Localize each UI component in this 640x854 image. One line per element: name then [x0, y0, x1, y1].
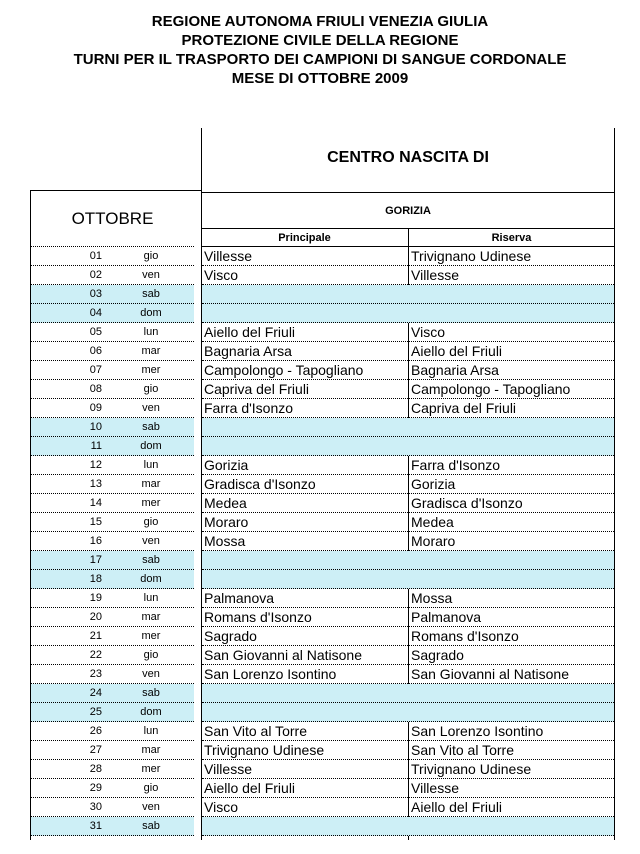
riserva-cell: Visco	[411, 324, 445, 340]
shift-row	[202, 475, 614, 494]
weekday: lun	[143, 459, 159, 471]
day-number: 29	[89, 782, 102, 794]
weekday: mar	[141, 345, 161, 357]
day-number: 19	[89, 592, 102, 604]
riserva-cell	[411, 570, 611, 588]
shift-row	[202, 779, 614, 798]
riserva-cell	[411, 304, 611, 322]
riserva-cell	[411, 418, 611, 436]
principale-cell	[204, 684, 406, 702]
day-row	[31, 266, 194, 285]
weekday: ven	[142, 269, 160, 281]
riserva-cell: Gradisca d'Isonzo	[411, 495, 523, 511]
day-row	[31, 589, 194, 608]
shift-row	[202, 437, 614, 456]
header-line-turni: TURNI PER IL TRASPORTO DEI CAMPIONI DI SANGUE CORDONALE	[73, 51, 567, 68]
column-header-principale: Principale	[278, 232, 331, 244]
day-number: 30	[89, 801, 102, 813]
shift-row	[202, 380, 614, 399]
riserva-cell: Romans d'Isonzo	[411, 628, 519, 644]
day-number: 09	[89, 402, 102, 414]
weekday: dom	[140, 307, 162, 319]
riserva-cell: Villesse	[411, 267, 459, 283]
day-row	[31, 361, 194, 380]
principale-cell: Palmanova	[204, 590, 275, 606]
day-number: 31	[89, 820, 102, 832]
day-number: 21	[89, 630, 102, 642]
shift-row	[202, 817, 614, 836]
principale-cell	[204, 703, 406, 721]
day-number: 05	[89, 326, 102, 338]
day-row	[31, 627, 194, 646]
riserva-cell	[411, 703, 611, 721]
weekday: gio	[143, 649, 159, 661]
shift-row	[202, 418, 614, 437]
shift-row	[202, 456, 614, 475]
day-number: 18	[89, 573, 102, 585]
principale-cell: Capriva del Friuli	[204, 381, 310, 397]
weekday: lun	[143, 725, 159, 737]
weekday: dom	[140, 706, 162, 718]
principale-cell: Villesse	[204, 761, 252, 777]
principale-cell	[204, 570, 406, 588]
day-row	[31, 323, 194, 342]
day-row	[31, 418, 194, 437]
weekday: gio	[143, 250, 159, 262]
shift-row	[202, 285, 614, 304]
day-row	[31, 684, 194, 703]
riserva-cell: Moraro	[411, 533, 456, 549]
day-row	[31, 304, 194, 323]
riserva-cell: Trivignano Udinese	[411, 248, 532, 264]
day-number: 07	[89, 364, 102, 376]
day-number: 04	[89, 307, 102, 319]
day-number: 01	[89, 250, 102, 262]
riserva-cell: Gorizia	[411, 476, 456, 492]
principale-cell	[204, 817, 406, 835]
day-row	[31, 703, 194, 722]
shift-row	[202, 741, 614, 760]
riserva-cell: Aiello del Friuli	[411, 799, 503, 815]
day-row	[31, 247, 194, 266]
weekday: mer	[141, 630, 161, 642]
day-rows	[31, 247, 194, 836]
riserva-cell: Sagrado	[411, 647, 464, 663]
day-number: 24	[89, 687, 102, 699]
weekday: lun	[143, 326, 159, 338]
principale-cell: Medea	[204, 495, 247, 511]
weekday: mar	[141, 478, 161, 490]
principale-cell: Gradisca d'Isonzo	[204, 476, 316, 492]
city-label: GORIZIA	[385, 205, 431, 217]
principale-cell: Bagnaria Arsa	[204, 343, 292, 359]
day-number: 16	[89, 535, 102, 547]
day-number: 20	[89, 611, 102, 623]
day-row	[31, 285, 194, 304]
principale-cell: Visco	[204, 799, 238, 815]
day-row	[31, 551, 194, 570]
principale-cell: Sagrado	[204, 628, 257, 644]
shift-row	[202, 494, 614, 513]
shift-row	[202, 323, 614, 342]
day-number: 03	[89, 288, 102, 300]
day-row	[31, 513, 194, 532]
shift-row	[202, 266, 614, 285]
city-top-border	[201, 192, 615, 193]
day-number: 02	[89, 269, 102, 281]
principale-cell: Trivignano Udinese	[204, 742, 325, 758]
principale-cell: Farra d'Isonzo	[204, 400, 294, 416]
shift-row	[202, 665, 614, 684]
weekday: dom	[140, 440, 162, 452]
riserva-cell	[411, 684, 611, 702]
month-label: OTTOBRE	[71, 209, 154, 228]
header-line-protezione: PROTEZIONE CIVILE DELLA REGIONE	[181, 32, 459, 49]
day-number: 17	[89, 554, 102, 566]
day-number: 28	[89, 763, 102, 775]
shift-row	[202, 608, 614, 627]
principale-cell: San Lorenzo Isontino	[204, 666, 337, 682]
day-row	[31, 760, 194, 779]
weekday: sab	[142, 820, 160, 832]
principale-cell	[204, 437, 406, 455]
day-number: 14	[89, 497, 102, 509]
day-row	[31, 817, 194, 836]
day-number: 26	[89, 725, 102, 737]
column-header-riserva: Riserva	[491, 232, 532, 244]
weekday: sab	[142, 687, 160, 699]
principale-cell	[204, 551, 406, 569]
principale-cell: Romans d'Isonzo	[204, 609, 312, 625]
day-number: 27	[89, 744, 102, 756]
riserva-cell	[411, 817, 611, 835]
day-row	[31, 380, 194, 399]
shift-row	[202, 247, 614, 266]
shift-row	[202, 399, 614, 418]
weekday: mar	[141, 744, 161, 756]
day-row	[31, 741, 194, 760]
riserva-cell: Mossa	[411, 590, 453, 606]
centro-nascita-label: CENTRO NASCITA DI	[327, 149, 489, 166]
principale-cell: Visco	[204, 267, 238, 283]
day-row	[31, 399, 194, 418]
day-number: 22	[89, 649, 102, 661]
weekday: lun	[143, 592, 159, 604]
day-row	[31, 722, 194, 741]
day-row	[31, 437, 194, 456]
weekday: gio	[143, 782, 159, 794]
principale-cell	[204, 418, 406, 436]
principale-cell: San Giovanni al Natisone	[204, 647, 362, 663]
shift-row	[202, 304, 614, 323]
riserva-cell	[411, 551, 611, 569]
shift-row	[202, 342, 614, 361]
header-line-mese: MESE DI OTTOBRE 2009	[231, 70, 409, 87]
day-row	[31, 475, 194, 494]
principale-cell: San Vito al Torre	[204, 723, 307, 739]
riserva-cell	[411, 285, 611, 303]
riserva-cell: Aiello del Friuli	[411, 343, 503, 359]
weekday: sab	[142, 554, 160, 566]
day-number: 11	[90, 440, 102, 452]
shift-row	[202, 703, 614, 722]
shift-row	[202, 513, 614, 532]
riserva-cell: Campolongo - Tapogliano	[411, 381, 571, 397]
riserva-cell: Villesse	[411, 780, 459, 796]
weekday: sab	[142, 288, 160, 300]
principale-cell: Villesse	[204, 248, 252, 264]
header-line-region: REGIONE AUTONOMA FRIULI VENEZIA GIULIA	[151, 13, 489, 30]
shift-row	[202, 646, 614, 665]
weekday: sab	[142, 421, 160, 433]
weekday: mer	[141, 497, 161, 509]
weekday: mer	[141, 364, 161, 376]
day-number: 12	[89, 459, 102, 471]
shift-row	[202, 589, 614, 608]
day-row	[31, 646, 194, 665]
shift-row	[202, 722, 614, 741]
principale-cell: Campolongo - Tapogliano	[204, 362, 364, 378]
shift-row	[202, 760, 614, 779]
riserva-cell: San Vito al Torre	[411, 742, 514, 758]
weekday: dom	[140, 573, 162, 585]
document-header	[0, 12, 640, 88]
weekday: mar	[141, 611, 161, 623]
day-row	[31, 342, 194, 361]
day-row	[31, 570, 194, 589]
shift-row	[202, 684, 614, 703]
left-block-top-border	[30, 190, 202, 191]
principale-cell: Moraro	[204, 514, 249, 530]
day-row	[31, 665, 194, 684]
riserva-cell: San Giovanni al Natisone	[411, 666, 569, 682]
weekday: ven	[142, 668, 160, 680]
principale-cell	[204, 304, 406, 322]
weekday: ven	[142, 402, 160, 414]
day-number: 25	[89, 706, 102, 718]
day-number: 10	[89, 421, 102, 433]
principale-cell	[204, 285, 406, 303]
shift-row	[202, 570, 614, 589]
day-number: 13	[89, 478, 102, 490]
day-row	[31, 494, 194, 513]
riserva-cell: Palmanova	[411, 609, 482, 625]
principale-cell: Aiello del Friuli	[204, 780, 296, 796]
day-row	[31, 779, 194, 798]
riserva-cell	[411, 437, 611, 455]
shift-row	[202, 627, 614, 646]
day-row	[31, 608, 194, 627]
principale-cell: Mossa	[204, 533, 246, 549]
day-row	[31, 456, 194, 475]
riserva-cell: Trivignano Udinese	[411, 761, 532, 777]
riserva-cell: Capriva del Friuli	[411, 400, 517, 416]
weekday: gio	[143, 516, 159, 528]
riserva-cell: San Lorenzo Isontino	[411, 723, 544, 739]
riserva-cell: Farra d'Isonzo	[411, 457, 501, 473]
shift-rows	[202, 247, 614, 836]
weekday: ven	[142, 801, 160, 813]
day-number: 08	[89, 383, 102, 395]
weekday: gio	[143, 383, 159, 395]
day-number: 23	[89, 668, 102, 680]
riserva-cell: Bagnaria Arsa	[411, 362, 499, 378]
principale-cell: Gorizia	[204, 457, 249, 473]
shift-row	[202, 532, 614, 551]
shift-row	[202, 361, 614, 380]
day-number: 06	[89, 345, 102, 357]
weekday: ven	[142, 535, 160, 547]
right-block-right-border	[614, 128, 615, 840]
day-number: 15	[89, 516, 102, 528]
day-row	[31, 532, 194, 551]
shift-row	[202, 551, 614, 570]
weekday: mer	[141, 763, 161, 775]
principale-cell: Aiello del Friuli	[204, 324, 296, 340]
day-row	[31, 798, 194, 817]
shift-row	[202, 798, 614, 817]
riserva-cell: Medea	[411, 514, 454, 530]
